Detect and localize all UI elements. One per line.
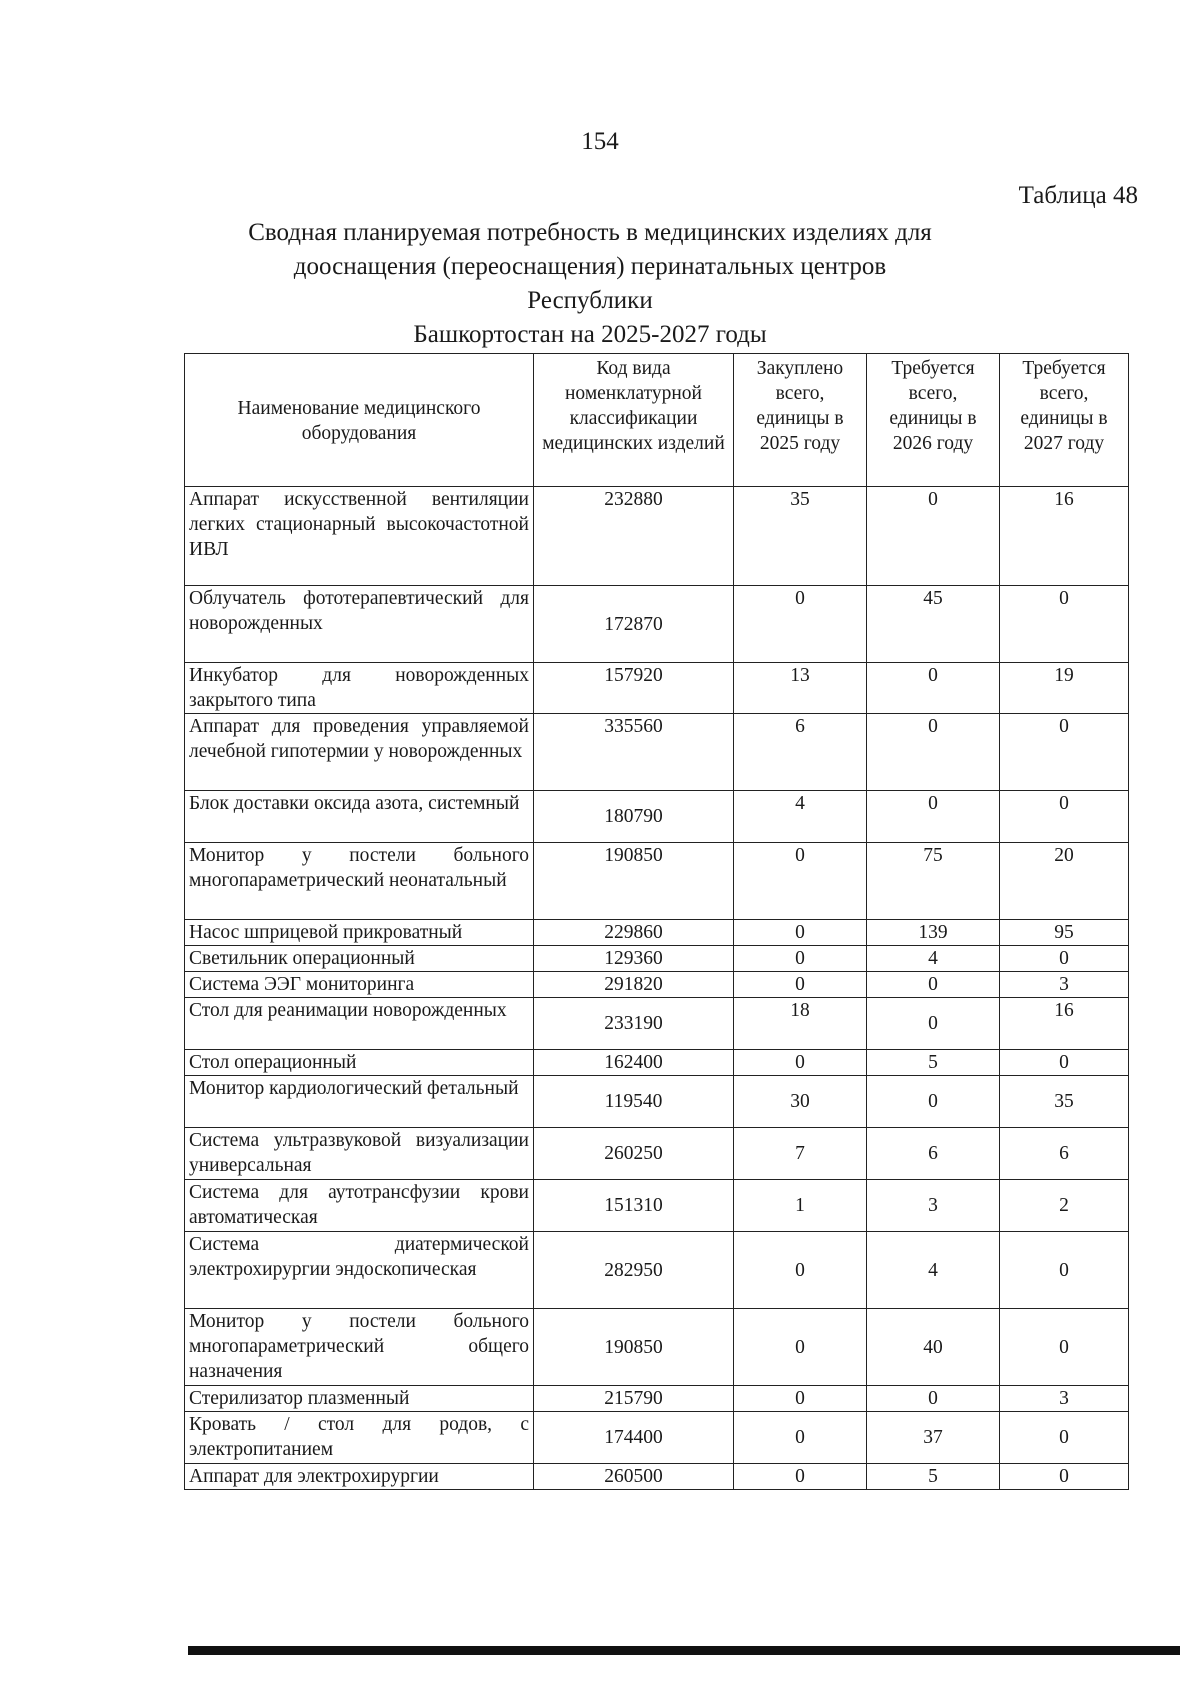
table-row (185, 1050, 1129, 1076)
classification-code: 215790 (534, 1386, 734, 1412)
required-2027: 16 (1000, 998, 1129, 1050)
classification-code: 172870 (534, 586, 734, 663)
equipment-name: Система для аутотрансфузии крови автоматическая (185, 1180, 534, 1232)
table-row (185, 1464, 1129, 1490)
purchased-2025: 0 (734, 946, 867, 972)
purchased-2025: 0 (734, 972, 867, 998)
table-row (185, 843, 1129, 920)
classification-code: 151310 (534, 1180, 734, 1232)
required-2026: 37 (867, 1412, 1000, 1464)
table-row (185, 1309, 1129, 1386)
equipment-name: Инкубатор для новорожденных закрытого типа (185, 663, 534, 714)
required-2027: 6 (1000, 1128, 1129, 1180)
page-number: 154 (581, 128, 619, 155)
header-required-2027: Требуется всего, единицы в 2027 году (1000, 354, 1129, 487)
classification-code: 162400 (534, 1050, 734, 1076)
equipment-name: Система ЭЭГ мониторинга (185, 972, 534, 998)
required-2026: 45 (867, 586, 1000, 663)
table-row (185, 1128, 1129, 1180)
title-line-2: дооснащения (переоснащения) перинатальных центров Республики (293, 253, 887, 314)
title-line-3: Башкортостан на 2025-2027 годы (413, 321, 767, 348)
purchased-2025: 0 (734, 1386, 867, 1412)
classification-code: 180790 (534, 791, 734, 843)
required-2026: 5 (867, 1050, 1000, 1076)
required-2026: 5 (867, 1464, 1000, 1490)
required-2027: 95 (1000, 920, 1129, 946)
table-row (185, 972, 1129, 998)
purchased-2025: 0 (734, 843, 867, 920)
equipment-name: Система диатермической электрохирургии эндоскопическая (185, 1232, 534, 1309)
required-2026: 0 (867, 998, 1000, 1050)
classification-code: 174400 (534, 1412, 734, 1464)
table-row (185, 998, 1129, 1050)
required-2026: 75 (867, 843, 1000, 920)
classification-code: 190850 (534, 1309, 734, 1386)
equipment-name: Монитор у постели больного многопараметрический общего назначения (185, 1309, 534, 1386)
table-row (185, 791, 1129, 843)
required-2027: 19 (1000, 663, 1129, 714)
equipment-name: Насос шприцевой прикроватный (185, 920, 534, 946)
equipment-name: Аппарат искусственной вентиляции легких стационарный высокочастотной ИВЛ (185, 487, 534, 586)
table-row (185, 714, 1129, 791)
bottom-scan-rule (188, 1646, 1180, 1655)
required-2026: 3 (867, 1180, 1000, 1232)
classification-code: 233190 (534, 998, 734, 1050)
equipment-name: Стол для реанимации новорожденных (185, 998, 534, 1050)
table-header-row (185, 354, 1129, 487)
purchased-2025: 0 (734, 1412, 867, 1464)
table-row (185, 1076, 1129, 1128)
required-2027: 20 (1000, 843, 1129, 920)
equipment-name: Облучатель фототерапевтический для новорожденных (185, 586, 534, 663)
required-2026: 4 (867, 1232, 1000, 1309)
header-required-2026: Требуется всего, единицы в 2026 году (867, 354, 1000, 487)
required-2027: 0 (1000, 714, 1129, 791)
purchased-2025: 4 (734, 791, 867, 843)
required-2027: 0 (1000, 1232, 1129, 1309)
table-row (185, 1386, 1129, 1412)
purchased-2025: 1 (734, 1180, 867, 1232)
required-2027: 0 (1000, 1464, 1129, 1490)
table-row (185, 920, 1129, 946)
classification-code: 119540 (534, 1076, 734, 1128)
purchased-2025: 0 (734, 1050, 867, 1076)
required-2026: 0 (867, 1386, 1000, 1412)
required-2026: 0 (867, 791, 1000, 843)
required-2027: 0 (1000, 1412, 1129, 1464)
required-2027: 35 (1000, 1076, 1129, 1128)
required-2026: 0 (867, 663, 1000, 714)
required-2027: 16 (1000, 487, 1129, 586)
table-label: Таблица 48 (1018, 182, 1138, 209)
equipment-name: Аппарат для проведения управляемой лечебной гипотермии у новорожденных (185, 714, 534, 791)
required-2027: 0 (1000, 791, 1129, 843)
required-2027: 3 (1000, 972, 1129, 998)
equipment-name: Монитор кардиологический фетальный (185, 1076, 534, 1128)
classification-code: 229860 (534, 920, 734, 946)
equipment-table (184, 353, 1129, 1490)
classification-code: 260500 (534, 1464, 734, 1490)
required-2027: 3 (1000, 1386, 1129, 1412)
purchased-2025: 13 (734, 663, 867, 714)
equipment-name: Стерилизатор плазменный (185, 1386, 534, 1412)
purchased-2025: 30 (734, 1076, 867, 1128)
required-2026: 4 (867, 946, 1000, 972)
purchased-2025: 0 (734, 1309, 867, 1386)
classification-code: 260250 (534, 1128, 734, 1180)
classification-code: 190850 (534, 843, 734, 920)
classification-code: 282950 (534, 1232, 734, 1309)
purchased-2025: 18 (734, 998, 867, 1050)
header-equipment-name: Наименование медицинского оборудования (185, 354, 534, 487)
classification-code: 232880 (534, 487, 734, 586)
purchased-2025: 0 (734, 1464, 867, 1490)
table-row (185, 1180, 1129, 1232)
purchased-2025: 6 (734, 714, 867, 791)
required-2026: 0 (867, 714, 1000, 791)
required-2027: 0 (1000, 1309, 1129, 1386)
classification-code: 335560 (534, 714, 734, 791)
purchased-2025: 0 (734, 1232, 867, 1309)
table-row (185, 487, 1129, 586)
table-row (185, 1232, 1129, 1309)
required-2026: 0 (867, 487, 1000, 586)
classification-code: 129360 (534, 946, 734, 972)
purchased-2025: 35 (734, 487, 867, 586)
table-row (185, 586, 1129, 663)
purchased-2025: 0 (734, 920, 867, 946)
purchased-2025: 0 (734, 586, 867, 663)
equipment-name: Аппарат для электрохирургии (185, 1464, 534, 1490)
document-title (240, 216, 940, 352)
required-2026: 40 (867, 1309, 1000, 1386)
equipment-name: Блок доставки оксида азота, системный (185, 791, 534, 843)
title-line-1: Сводная планируемая потребность в медицинских изделиях для (248, 219, 932, 246)
equipment-name: Система ультразвуковой визуализации универсальная (185, 1128, 534, 1180)
classification-code: 291820 (534, 972, 734, 998)
purchased-2025: 7 (734, 1128, 867, 1180)
header-purchased-2025: Закуплено всего, единицы в 2025 году (734, 354, 867, 487)
required-2027: 0 (1000, 946, 1129, 972)
required-2026: 6 (867, 1128, 1000, 1180)
header-classification-code: Код вида номенклатурной классификации медицинских изделий (534, 354, 734, 487)
required-2027: 0 (1000, 1050, 1129, 1076)
table-row (185, 1412, 1129, 1464)
required-2026: 0 (867, 972, 1000, 998)
required-2026: 139 (867, 920, 1000, 946)
classification-code: 157920 (534, 663, 734, 714)
equipment-name: Кровать / стол для родов, с электропитанием (185, 1412, 534, 1464)
equipment-name: Светильник операционный (185, 946, 534, 972)
table-row (185, 946, 1129, 972)
equipment-name: Стол операционный (185, 1050, 534, 1076)
required-2026: 0 (867, 1076, 1000, 1128)
equipment-name: Монитор у постели больного многопараметрический неонатальный (185, 843, 534, 920)
required-2027: 0 (1000, 586, 1129, 663)
required-2027: 2 (1000, 1180, 1129, 1232)
table-row (185, 663, 1129, 714)
